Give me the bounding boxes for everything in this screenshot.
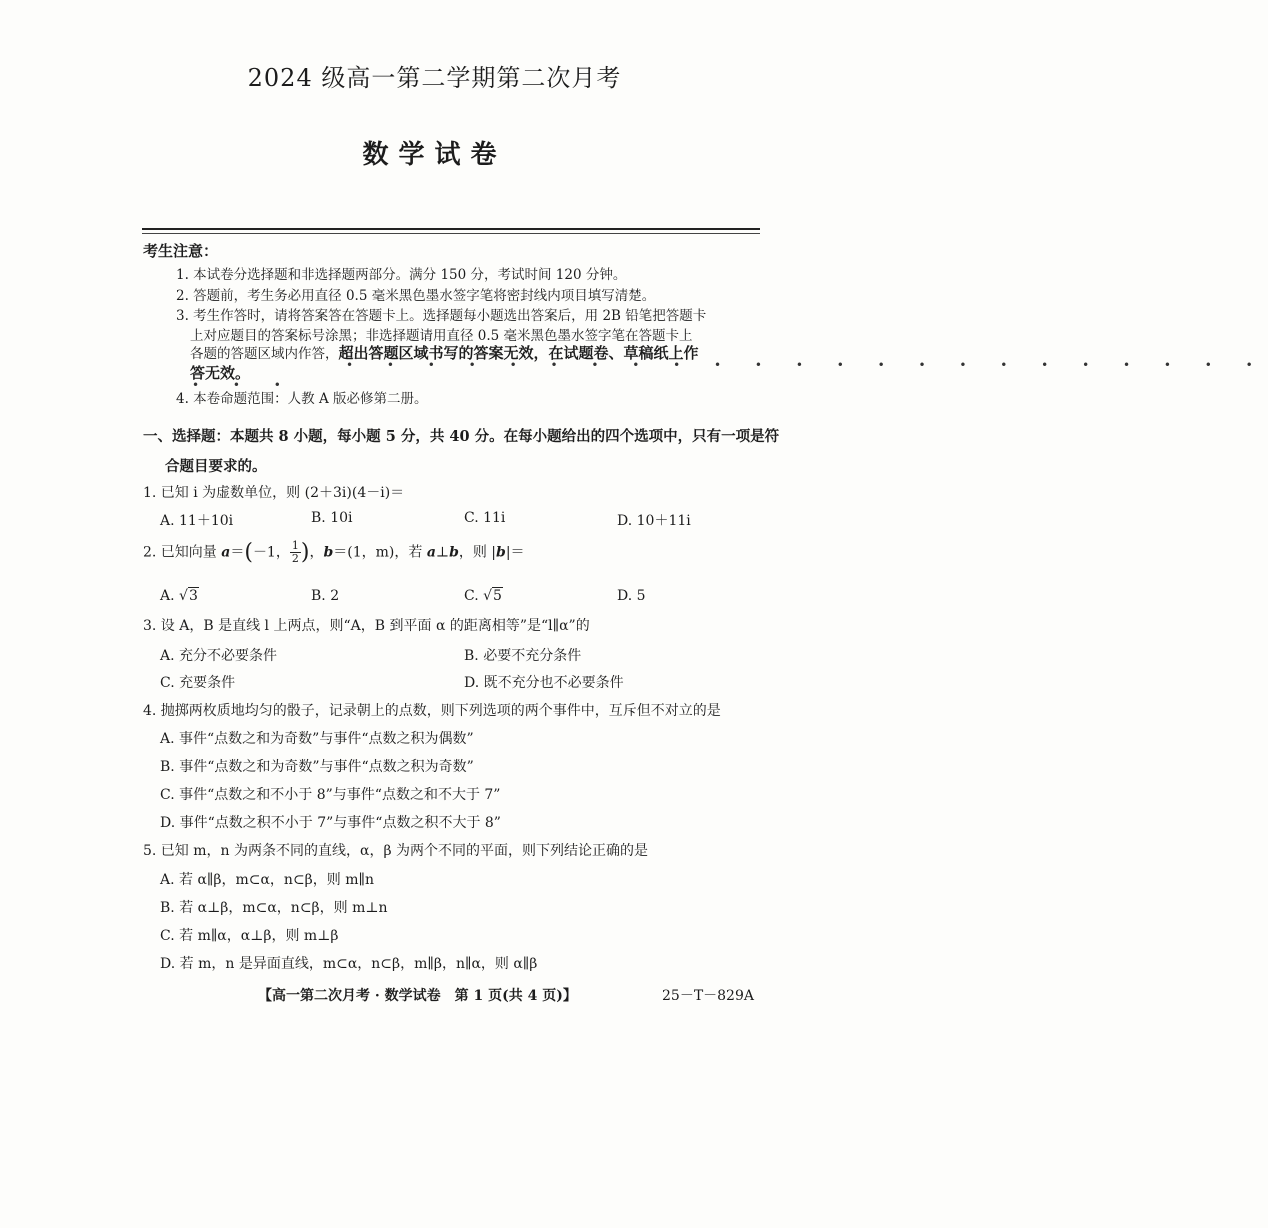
question-2-option-a: A. √3 [160, 588, 198, 604]
question-4-option-a: A. 事件“点数之和为奇数”与事件“点数之积为偶数” [160, 731, 474, 747]
q2-text-e: |＝ [505, 544, 525, 561]
question-5-option-b: B. 若 α⊥β，m⊂α，n⊂β，则 m⊥n [160, 900, 388, 916]
q2-frac-den: 2 [291, 552, 299, 565]
notice-item-3-line2: 上对应题目的答案标号涂黑；非选择题请用直径 0.5 毫米黑色墨水签字笔在答题卡上 [190, 328, 693, 344]
q2-text-b: ， [309, 544, 324, 561]
question-5-stem: 5. 已知 m，n 为两条不同的直线，α，β 为两个不同的平面，则下列结论正确的是 [143, 843, 648, 859]
q2-paren-left: ( [244, 540, 253, 565]
question-2-stem [143, 540, 525, 565]
header-rule-thick [142, 228, 760, 230]
notice-item-3-line3-emphasis: 超出答题区域书写的答案无效，在试题卷、草稿纸上作 [338, 344, 699, 362]
question-5-option-d: D. 若 m，n 是异面直线，m⊂α，n⊂β，m∥β，n∥α，则 α∥β [160, 956, 538, 972]
notice-item-3-line3-normal: 各题的答题区域内作答， [190, 346, 339, 362]
question-1-option-c: C. 11i [464, 510, 506, 526]
emphasis-dots-line3: • • • • • • • • • • • • • • • • • • • • • • • [346, 358, 1268, 372]
header-rule-thin [142, 233, 760, 234]
notice-heading: 考生注意： [143, 242, 219, 260]
question-2-option-c: C. √5 [464, 588, 502, 604]
q2-text-d: ，则 | [458, 544, 497, 561]
notice-item-4: 4. 本卷命题范围：人教 A 版必修第二册。 [176, 391, 428, 407]
question-1-option-a: A. 11＋10i [160, 513, 234, 529]
question-3-option-b: B. 必要不充分条件 [464, 648, 582, 664]
question-5-option-a: A. 若 α∥β，m⊂α，n⊂β，则 m∥n [160, 872, 374, 888]
q2-equals: ＝ [230, 544, 245, 561]
q2-vector-b: b [323, 544, 334, 561]
notice-item-2: 2. 答题前，考生务必用直径 0.5 毫米黑色墨水签字笔将密封线内项目填写清楚。 [176, 288, 656, 304]
paper-code: 25－T－829A [662, 988, 754, 1004]
question-1-option-b: B. 10i [311, 510, 353, 526]
q2-vector-b3: b [496, 544, 506, 561]
question-3-option-c: C. 充要条件 [160, 675, 236, 691]
q2-vector-a2: a [426, 544, 436, 561]
page-footer: 【高一第二次月考 · 数学试卷 第 1 页(共 4 页)】 [258, 988, 577, 1004]
q2-text-a: 2. 已知向量 [143, 544, 222, 561]
q2-neg-one: －1， [252, 544, 290, 561]
q2-frac-num: 1 [291, 539, 299, 552]
notice-item-3-line1: 3. 考生作答时，请将答案答在答题卡上。选择题每小题选出答案后，用 2B 铅笔把答题卡 [176, 308, 707, 324]
exam-title: 2024 级高一第二学期第二次月考 [247, 64, 622, 92]
q2-text-c: ＝(1，m)，若 [333, 544, 427, 561]
question-4-option-d: D. 事件“点数之积不小于 7”与事件“点数之积不大于 8” [160, 815, 501, 831]
question-2-option-b: B. 2 [311, 588, 340, 604]
q2-vector-a: a [221, 544, 231, 561]
question-1-option-d: D. 10＋11i [617, 513, 691, 529]
question-2-option-d: D. 5 [617, 588, 646, 604]
question-3-option-d: D. 既不充分也不必要条件 [464, 675, 624, 691]
question-3-option-a: A. 充分不必要条件 [160, 648, 278, 664]
question-1-stem: 1. 已知 i 为虚数单位，则 (2＋3i)(4－i)＝ [143, 485, 405, 501]
notice-item-3-line4: 答无效。 [190, 364, 251, 382]
q2-paren-right: ) [300, 540, 310, 565]
question-4-option-b: B. 事件“点数之和为奇数”与事件“点数之积为奇数” [160, 759, 474, 775]
section-heading-line1: 一、选择题：本题共 8 小题，每小题 5 分，共 40 分。在每小题给出的四个选项中，只有一项是符 [143, 428, 780, 445]
question-3-stem: 3. 设 A，B 是直线 l 上两点，则“A，B 到平面 α 的距离相等”是“l∥α”的 [143, 618, 590, 634]
q2-fraction [290, 540, 301, 565]
q2-perp: ⊥ [435, 544, 450, 561]
subject-title: 数学试卷 [362, 140, 507, 170]
section-heading-line2: 合题目要求的。 [165, 458, 267, 475]
notice-item-1: 1. 本试卷分选择题和非选择题两部分。满分 150 分，考试时间 120 分钟。 [176, 267, 627, 283]
emphasis-dots-line4: • • • [192, 378, 296, 392]
question-4-option-c: C. 事件“点数之和不小于 8”与事件“点数之和不大于 7” [160, 787, 501, 803]
question-4-stem: 4. 抛掷两枚质地均匀的骰子，记录朝上的点数，则下列选项的两个事件中，互斥但不对立的是 [143, 703, 721, 719]
q2-vector-b2: b [449, 544, 459, 561]
question-5-option-c: C. 若 m∥α，α⊥β，则 m⊥β [160, 928, 339, 944]
